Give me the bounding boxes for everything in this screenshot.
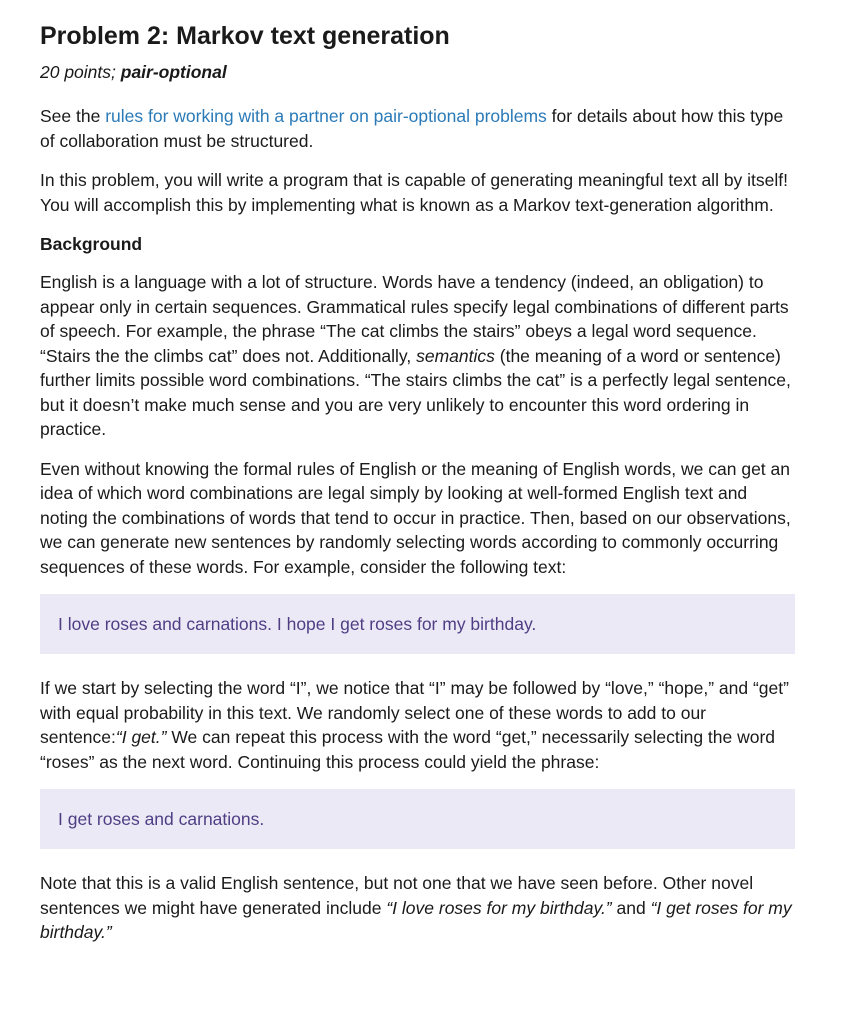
overview-paragraph: In this problem, you will write a program that is capable of generating meaningful text all by itself! You will accomplish this by implementing what is known as a Markov text-generation algorithm. bbox=[40, 170, 789, 215]
semantics-term: semantics bbox=[416, 345, 495, 366]
selection-paragraph: If we start by selecting the word “I”, we notice that “I” may be followed by “love,” “hope,” and “get” with equal probability in this text. We randomly select one of these words to add to our sentence:“I get.” We can repeat this process with the word “get,” necessarily selecting the word “roses” as the next word. Continuing this process could yield the phrase: bbox=[40, 678, 789, 772]
example-text-quote: I love roses and carnations. I hope I get roses for my birthday. bbox=[40, 594, 795, 654]
novel-sentence-2: “I get roses for my birthday.” bbox=[40, 897, 792, 942]
background-heading: Background bbox=[40, 234, 143, 254]
pair-mode-text: pair-optional bbox=[120, 62, 227, 82]
english-structure-paragraph: English is a language with a lot of structure. Words have a tendency (indeed, an obligation) to appear only in certain sequences. Grammatical rules specify legal combinations of different parts of speech. For example, the phrase “The cat climbs the stairs” obeys a legal word sequence. “Stairs the the climbs cat” does not. Additionally, semantics (the meaning of a word or sentence) further limits possible word combinations. “The stairs climbs the cat” is a perfectly legal sentence, but it doesn’t make much sense and you are very unlikely to encounter this word ordering in practice. bbox=[40, 272, 791, 439]
points-line bbox=[40, 60, 795, 84]
example-i-get: “I get.” bbox=[115, 727, 167, 747]
observation-paragraph: Even without knowing the formal rules of English or the meaning of English words, we can get an idea of which word combinations are legal simply by looking at well-formed English text and noting the combinations of words that tend to occur in practice. Then, based on our observations, we can generate new sentences by randomly selecting words according to commonly occurring sequences of these words. For example, consider the following text: bbox=[40, 458, 791, 577]
points-text: 20 points; bbox=[40, 62, 121, 82]
novel-sentence-1: “I love roses for my birthday.” bbox=[386, 897, 612, 918]
page-title: Problem 2: Markov text generation bbox=[40, 22, 450, 50]
intro-paragraph: See the rules for working with a partner on pair-optional problems for details about how this type of collaboration must be structured. bbox=[40, 106, 784, 151]
novel-sentences-paragraph: Note that this is a valid English sentence, but not one that we have seen before. Other novel sentences we might have generated include “I love roses for my birthday.” and “I get roses for my birthday.” bbox=[40, 873, 792, 942]
pair-rules-link[interactable]: rules for working with a partner on pair-optional problems bbox=[105, 106, 547, 126]
generated-phrase-quote: I get roses and carnations. bbox=[40, 789, 795, 849]
